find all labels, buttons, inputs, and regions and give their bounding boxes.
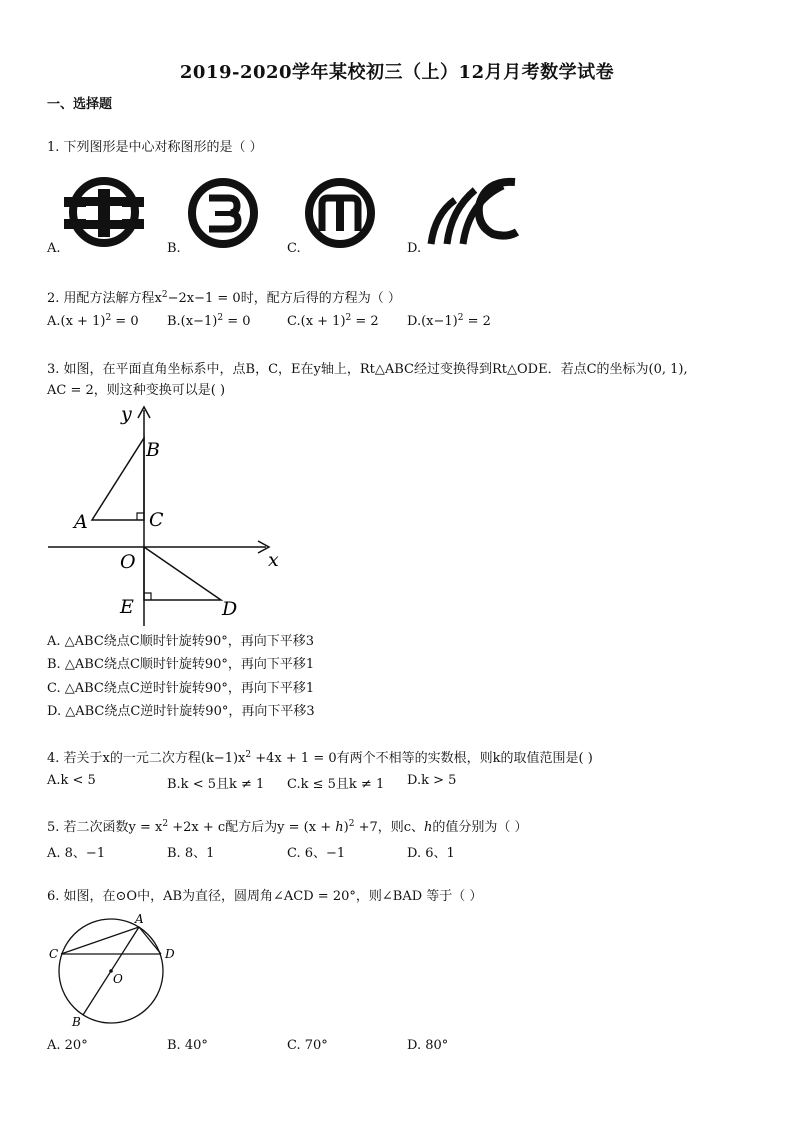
- exponent: 2: [161, 290, 168, 300]
- label-o: O: [113, 972, 123, 986]
- stem-text: 2. 用配方法解方程x: [47, 291, 162, 306]
- section-heading: 一、选择题: [47, 97, 113, 112]
- logo-d-icon: [425, 176, 521, 248]
- circle-figure: [44, 910, 184, 1032]
- option-d: D.k > 5: [407, 773, 457, 788]
- label-y: y: [121, 403, 132, 425]
- label-a: A: [74, 511, 88, 533]
- option-b-label: B.: [167, 241, 181, 256]
- label-d: D: [222, 598, 238, 620]
- option-a: A. 8、−1: [47, 846, 106, 861]
- question-3-line-2: AC = 2，则这种变换可以是( ): [47, 383, 226, 398]
- label-b: B: [72, 1015, 81, 1029]
- chord-ca: [61, 927, 139, 954]
- option-b: B. 8、1: [167, 846, 215, 861]
- option-d: $D.(x-1)^2 = 2$: [407, 313, 491, 329]
- question-3-option-c: C. △ABC绕点C逆时针旋转90°，再向下平移1: [47, 681, 315, 696]
- question-3-option-b: B. △ABC绕点C顺时针旋转90°，再向下平移1: [47, 657, 315, 672]
- label-c: C: [49, 947, 59, 961]
- option-c: C. 6、−1: [287, 846, 346, 861]
- option-d-label: D.: [407, 241, 422, 256]
- label-b: B: [146, 439, 160, 461]
- option-c: C.k ≤ 5且k ≠ 1: [287, 777, 385, 792]
- question-3-line-1: 3. 如图，在平面直角坐标系中，点B，C，E在y轴上，Rt△ABC经过变换得到Rt△ODE．若点C的坐标为(0, 1),: [47, 362, 688, 377]
- option-d: D. 6、1: [407, 846, 455, 861]
- question-2-stem: [47, 289, 401, 309]
- option-b: B. 40°: [167, 1038, 208, 1053]
- label-c: C: [149, 509, 164, 531]
- label-x: x: [268, 549, 279, 571]
- option-b: B.k < 5且k ≠ 1: [167, 777, 265, 792]
- question-3-option-d: D. △ABC绕点C逆时针旋转90°，再向下平移3: [47, 704, 315, 719]
- option-a-label: A.: [47, 241, 61, 256]
- option-a: $A.(x + 1)^2 = 0$: [47, 313, 139, 329]
- question-4-stem: [47, 749, 593, 769]
- question-6-stem: 6. 如图，在⊙O中，AB为直径，圆周角∠ACD = 20°，则∠BAD 等于（ ）: [47, 889, 483, 904]
- triangle-ode: [144, 547, 221, 600]
- chord-ad: [139, 927, 161, 954]
- label-a: A: [135, 912, 144, 926]
- option-d: D. 80°: [407, 1038, 449, 1053]
- option-c: $C.(x + 1)^2 = 2$: [287, 313, 379, 329]
- triangle-abc: [92, 438, 144, 520]
- option-c-label: C.: [287, 241, 301, 256]
- right-angle-e: [144, 593, 151, 600]
- right-angle-c: [137, 513, 144, 520]
- label-d: D: [165, 947, 175, 961]
- stem-text: +4x + 1 = 0有两个不相等的实数根，则k的取值范围是( ): [251, 751, 593, 766]
- exponent: 2: [245, 750, 252, 760]
- stem-text: 4. 若关于x的一元二次方程(k−1)x: [47, 751, 246, 766]
- question-5-stem: 5. 若二次函数$y = x^2 +2x + c$配方后为$y = (x + h)^2 +7$，则c、h的值分别为（ ）: [47, 819, 528, 835]
- label-e: E: [120, 596, 134, 618]
- stem-text: −2x−1 = 0时，配方后得的方程为（ ）: [167, 291, 401, 306]
- page-title: 2019-2020学年某校初三（上）12月月考数学试卷: [179, 62, 615, 83]
- label-o: O: [120, 551, 136, 573]
- option-c: C. 70°: [287, 1038, 328, 1053]
- logo-a-icon: [64, 176, 144, 248]
- option-b: $B.(x-1)^2 = 0$: [167, 313, 251, 329]
- coordinate-figure: [44, 400, 284, 628]
- question-3-option-a: A. △ABC绕点C顺时针旋转90°，再向下平移3: [47, 634, 315, 649]
- question-1-stem: 1. 下列图形是中心对称图形的是（ ）: [47, 140, 263, 155]
- option-a: A. 20°: [47, 1038, 88, 1053]
- option-a: A.k < 5: [47, 773, 96, 788]
- logo-b-icon: [185, 176, 261, 250]
- logo-c-icon: [303, 176, 377, 250]
